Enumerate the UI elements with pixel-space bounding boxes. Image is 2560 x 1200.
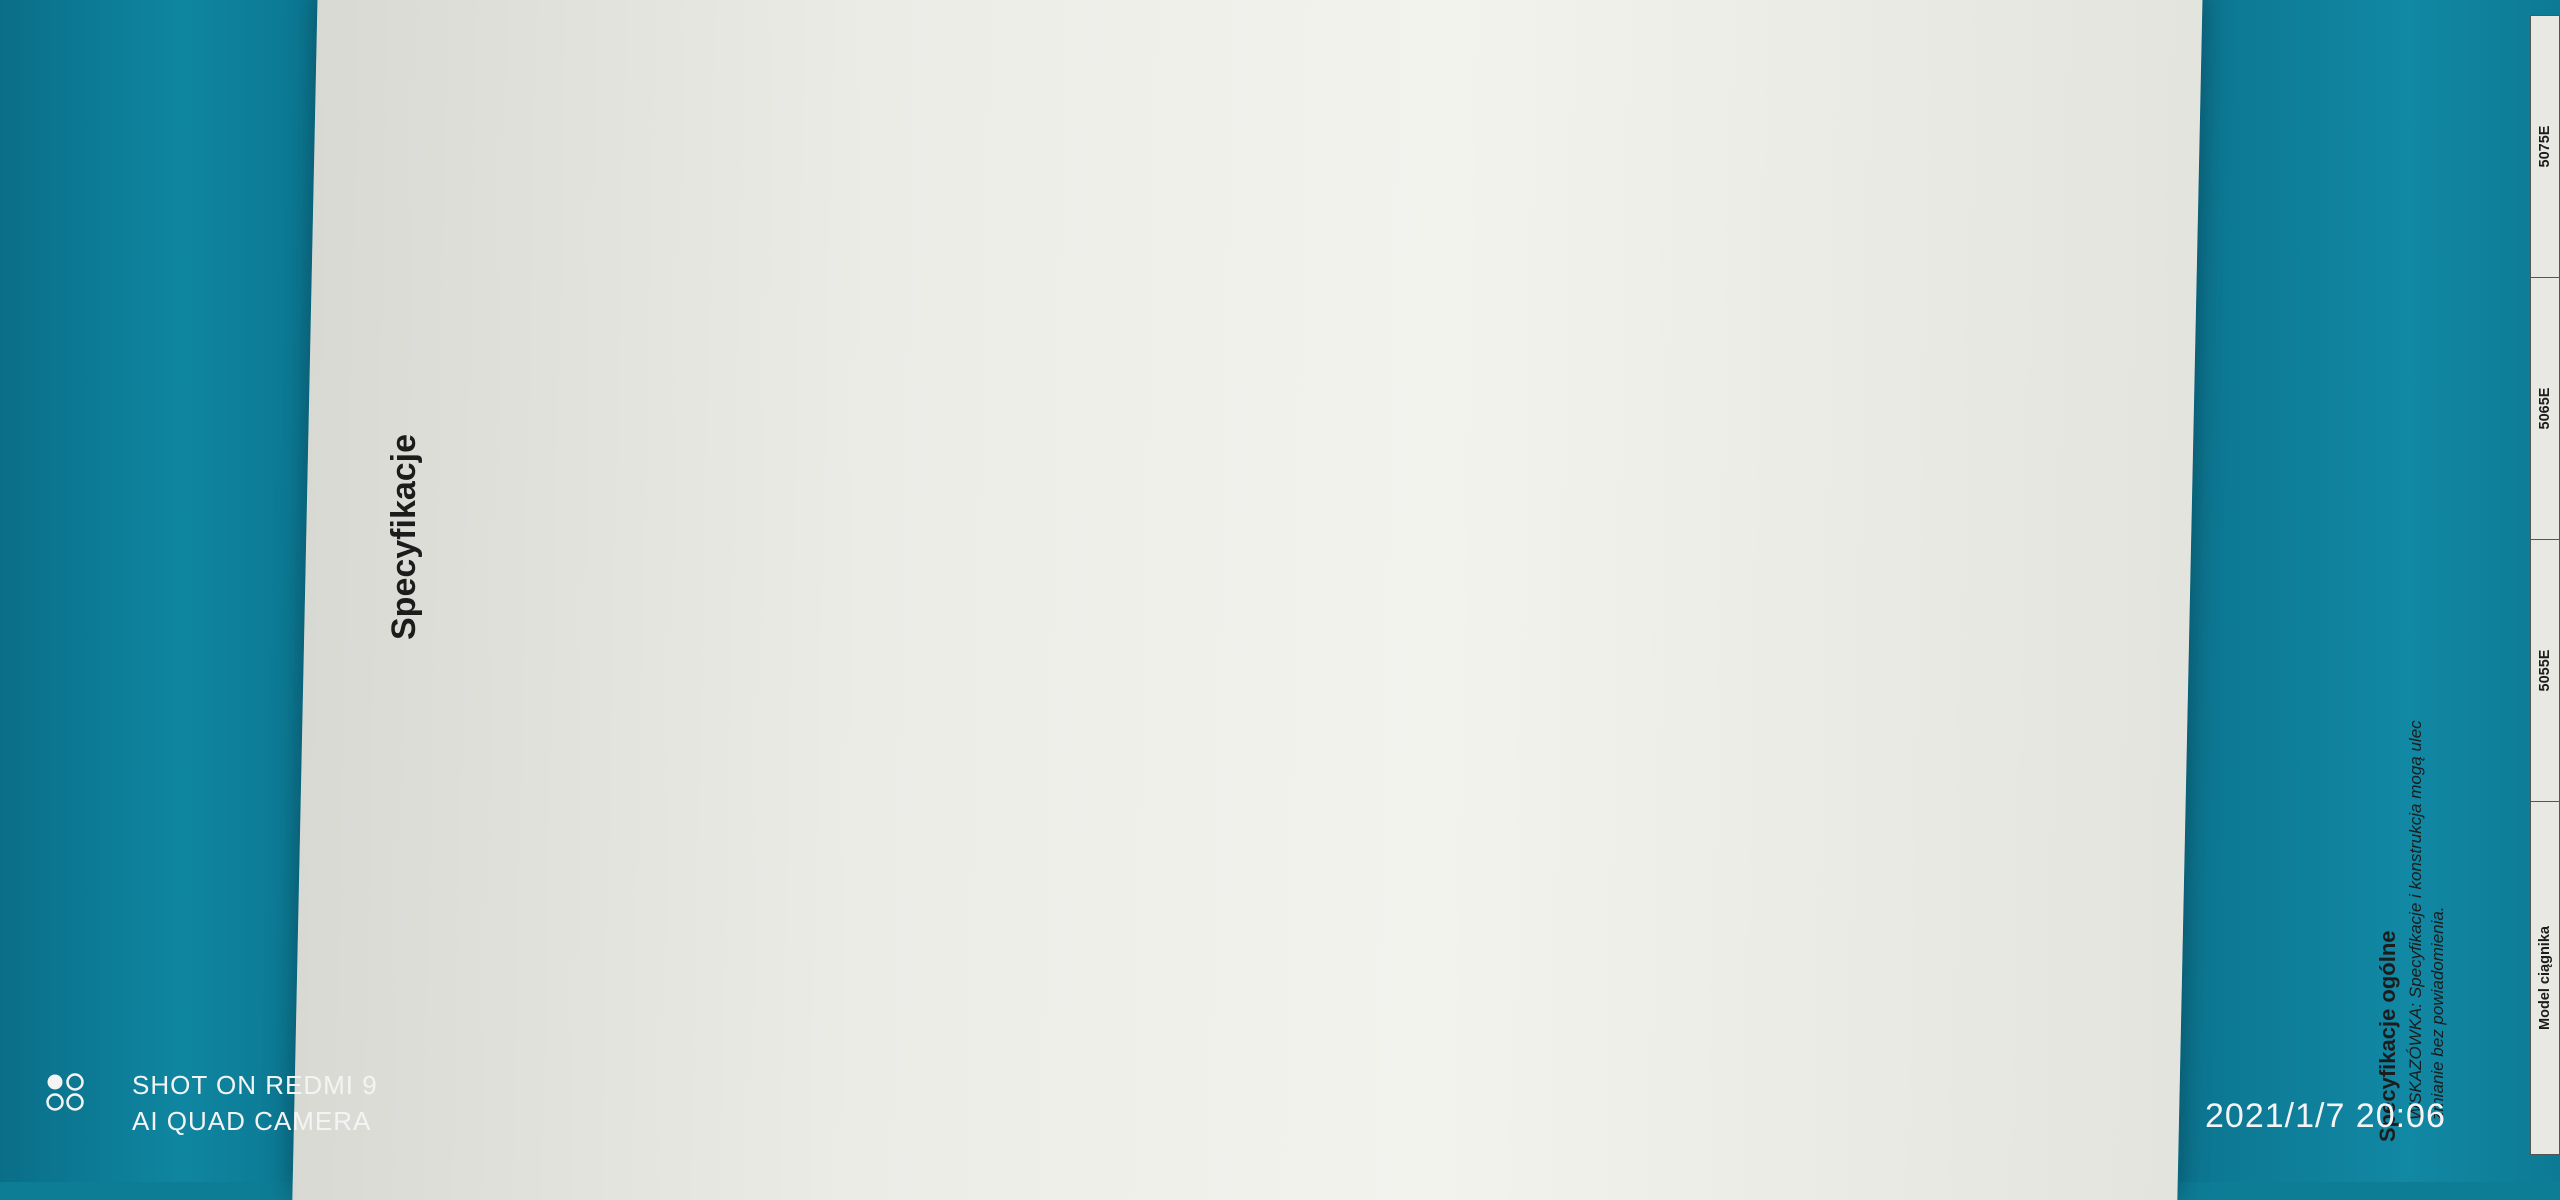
col-model: Model ciągnika xyxy=(2531,802,2560,1155)
document-rotated xyxy=(2060,20,2560,1170)
doc-title-wrap xyxy=(385,240,435,640)
spec-table xyxy=(2530,15,2560,1155)
watermark-line1: SHOT ON REDMI 9 xyxy=(132,1070,378,1101)
watermark-line2: AI QUAD CAMERA xyxy=(132,1106,371,1137)
camera-logo-icon xyxy=(45,1072,117,1112)
doc-heading: Specyfikacje ogólne xyxy=(2375,930,2401,1142)
spec-header-row xyxy=(2531,16,2560,1155)
doc-note xyxy=(2405,700,2449,1120)
watermark-datetime: 2021/1/7 20:06 xyxy=(2205,1097,2446,1136)
col-5065e: 5065E xyxy=(2531,278,2560,540)
col-5075e: 5075E xyxy=(2531,16,2560,278)
doc-title: Specyfikacje xyxy=(385,240,424,640)
note-label: WSKAZÓWKA xyxy=(2406,1008,2425,1120)
paper-page xyxy=(292,0,2202,1200)
col-5055e: 5055E xyxy=(2531,540,2560,802)
background-fabric-left xyxy=(0,0,330,1182)
note-text: : Specyfikacje i konstrukcja mogą ulec zmianie bez powiadomienia. xyxy=(2406,720,2447,1120)
